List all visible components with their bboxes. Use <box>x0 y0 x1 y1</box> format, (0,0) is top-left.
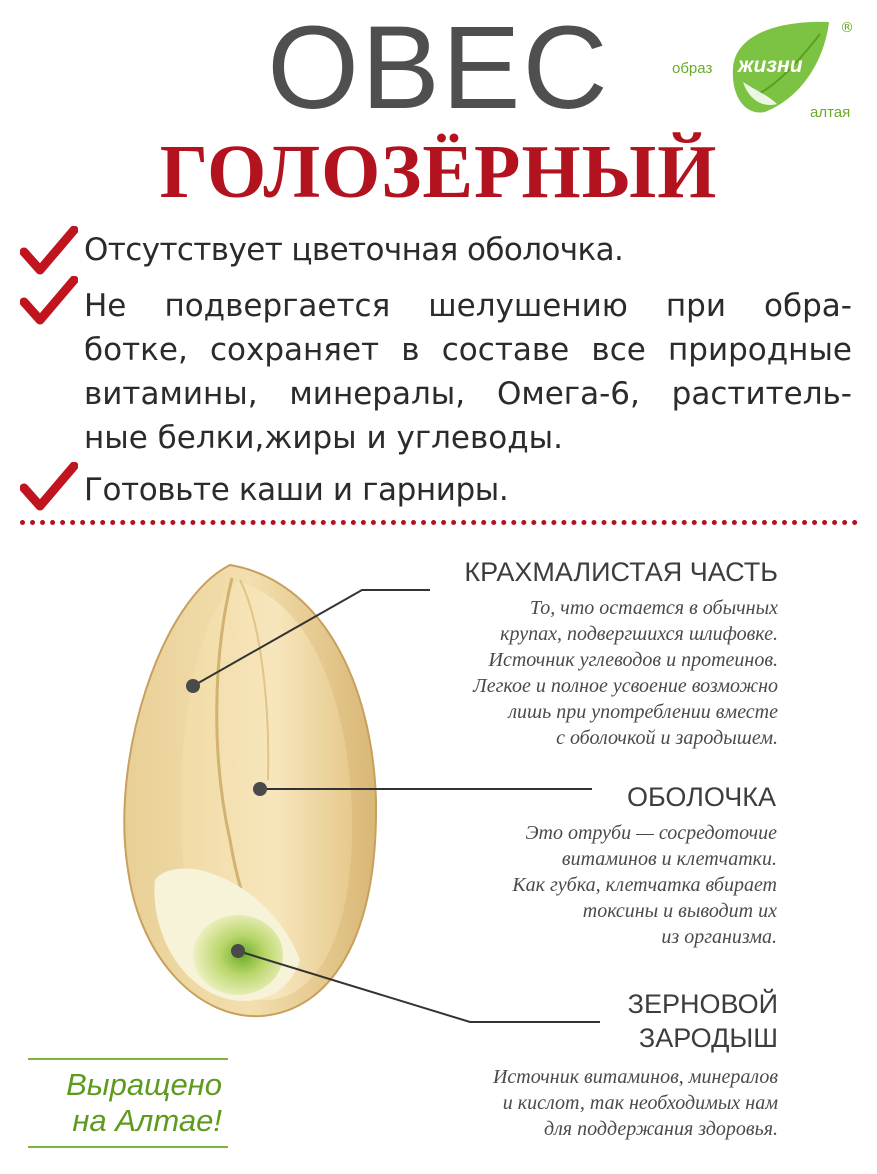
grain-husk <box>124 565 376 1016</box>
shell-description-line: витаминов и клетчатки. <box>561 848 777 870</box>
germ-description-line: и кислот, так необходимых нам <box>502 1092 778 1114</box>
germ-description-line: Источник витаминов, минералов <box>492 1066 778 1088</box>
germ-description <box>400 1064 778 1142</box>
shell-description-line: из организма. <box>661 926 777 948</box>
page-subtitle: ГОЛОЗЁРНЫЙ <box>159 130 718 214</box>
starch-title: КРАХМАЛИСТАЯ ЧАСТЬ <box>464 557 778 587</box>
benefit-item-3: Готовьте каши и гарниры. <box>84 472 509 508</box>
benefit-item-2-line: Не подвергается шелушению при обра- <box>84 288 852 324</box>
page-title: ОВЕС <box>267 2 610 134</box>
starch-description-line: лишь при употреблении вместе <box>508 701 778 723</box>
germ-title-line: ЗЕРНОВОЙ <box>627 989 778 1019</box>
check-icon <box>20 226 78 276</box>
dotted-divider <box>20 520 858 525</box>
badge-rule-bottom <box>28 1146 228 1148</box>
starch-description-line: То, что остается в обычных <box>529 597 778 619</box>
shell-description <box>420 820 777 950</box>
germ-description-line: для поддержания здоровья. <box>543 1118 778 1140</box>
benefit-item-2-line: ботке, сохраняет в составе все природные <box>84 332 852 368</box>
logo-word-center: жизни <box>738 54 803 77</box>
grain-germ <box>193 915 283 995</box>
benefit-item-2-line: витамины, минералы, Омега-6, раститель- <box>84 376 852 412</box>
starch-description-line: с оболочкой и зародышем. <box>556 727 778 749</box>
starch-description-line: Легкое и полное усвоение возможно <box>473 675 778 697</box>
benefit-item-2-line: ные белки,жиры и углеводы. <box>84 420 564 456</box>
logo-word-left: образ <box>672 60 713 77</box>
starch-description-line: Источник углеводов и протеинов. <box>488 649 778 671</box>
badge-line: на Алтае! <box>72 1103 222 1138</box>
grain-kernel <box>181 582 352 1000</box>
benefit-item-2 <box>84 284 852 460</box>
badge-rule-top <box>28 1058 228 1060</box>
germ-title-line: ЗАРОДЫШ <box>638 1023 778 1053</box>
shell-description-line: Это отруби — сосредоточие <box>525 822 777 844</box>
shell-description-line: Как губка, клетчатка вбирает <box>512 874 777 896</box>
grown-in-altai-badge <box>28 1058 228 1158</box>
check-icon <box>20 276 78 326</box>
starch-description-line: крупах, подвергшихся шлифовке. <box>500 623 778 645</box>
brand-logo <box>670 14 860 126</box>
shell-description-line: токсины и выводит их <box>582 900 777 922</box>
badge-line: Выращено <box>66 1067 222 1102</box>
germ-title <box>560 987 778 1055</box>
shell-title: ОБОЛОЧКА <box>627 782 776 812</box>
check-icon <box>20 462 78 512</box>
logo-word-right: алтая <box>810 104 851 121</box>
registered-mark: ® <box>840 20 854 36</box>
benefit-item-1: Отсутствует цветочная оболочка. <box>84 232 624 268</box>
starch-description <box>380 595 778 751</box>
